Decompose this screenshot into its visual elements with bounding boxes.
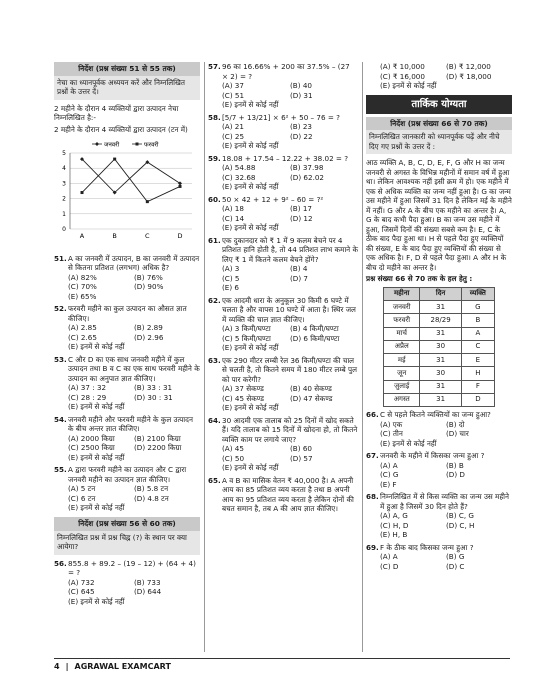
legend-label-feb: फरवरी xyxy=(144,141,159,149)
table-cell: जुलाई xyxy=(384,380,420,393)
question-66 xyxy=(366,410,512,448)
option[interactable]: (A) 2.85 xyxy=(68,323,97,333)
column-divider xyxy=(362,62,363,652)
option[interactable]: (B) 37.98 xyxy=(290,163,324,172)
options xyxy=(208,264,358,293)
table-cell: अप्रैल xyxy=(384,340,420,353)
text: 67. xyxy=(366,451,379,461)
question-59 xyxy=(208,154,358,192)
question-52 xyxy=(54,304,200,352)
table-cell: B xyxy=(461,314,494,327)
option[interactable]: (A) 732 xyxy=(68,577,95,587)
option[interactable]: (E) इनमें से कोई नहीं xyxy=(222,223,279,232)
section-header-2: निर्देश (प्रश्न संख्या 56 से 60 तक) xyxy=(54,517,200,531)
option[interactable]: (D) 6 किमी/घण्टा xyxy=(290,333,340,343)
option[interactable]: (D) 30 : 31 xyxy=(134,392,173,402)
option[interactable]: (E) इनमें से कोई नहीं xyxy=(222,182,279,191)
text: 68. xyxy=(366,492,379,502)
option[interactable]: (A) 54.88 xyxy=(222,163,256,172)
option[interactable]: (B) 23 xyxy=(290,122,312,131)
x-tick-label: C xyxy=(145,232,150,241)
page-footer xyxy=(54,658,510,673)
table-cell: 31 xyxy=(420,393,461,406)
legend-marker-jan xyxy=(95,142,99,146)
option[interactable]: (D) 4.8 टन xyxy=(134,493,169,503)
text: 56. xyxy=(54,558,67,568)
text: 60. xyxy=(208,194,221,204)
page-number: 4 xyxy=(54,662,60,671)
option[interactable]: (C) 70% xyxy=(68,282,97,292)
option[interactable]: (A) ₹ 10,000 xyxy=(380,62,425,71)
option[interactable]: (B) 76% xyxy=(134,272,163,282)
question-67 xyxy=(366,451,512,489)
option[interactable]: (A) A xyxy=(380,552,398,562)
table-cell: जून xyxy=(384,367,420,380)
options xyxy=(54,434,200,463)
section-intro: नेचा का ध्यानपूर्वक अध्ययन करें और निम्नलिखित प्रश्नों के उत्तर दें। xyxy=(54,76,200,100)
text: एक 290 मीटर लम्बी रेल 36 किमी/घण्टा की चाल से चलती है, तो कितने समय में 180 मीटर लम्बे पुल को पार करेगी? xyxy=(222,355,357,384)
table-cell: D xyxy=(461,393,494,406)
text: 30 आदमी एक तालाब को 25 दिनों में खोद सकते हैं। यदि तालाब को 15 दिनों में खोदना हो, तो कितने व्यक्ति काम पर लगाये जाए? xyxy=(222,415,358,444)
options xyxy=(366,461,512,490)
option[interactable]: (A) 37 xyxy=(222,81,244,90)
y-tick-label: 4 xyxy=(62,165,66,173)
text: जनवरी के महीने में किसका जन्म हुआ ? xyxy=(380,451,485,461)
text: 63. xyxy=(208,355,221,365)
table-cell: जनवरी xyxy=(384,301,420,314)
option[interactable]: (E) इनमें से कोई नहीं xyxy=(380,438,437,448)
option[interactable]: (B) G xyxy=(446,552,465,562)
data-point-feb xyxy=(113,158,116,161)
option[interactable]: (D) ₹ 18,000 xyxy=(446,71,492,81)
option[interactable]: (A) 37 : 32 xyxy=(68,383,107,393)
table-cell: A xyxy=(461,327,494,340)
text: एक आदमी धारा के अनुकूल 30 किमी 6 घण्टे में चलता है और वापस 10 घण्टे में आता है। स्थिर जल में व्यक्ति की चाल ज्ञात कीजिए। xyxy=(222,295,356,324)
option[interactable]: (D) C, H xyxy=(446,520,475,530)
options xyxy=(208,444,358,473)
option[interactable]: (E) इनमें से कोई नहीं xyxy=(222,403,279,412)
option[interactable]: (E) 6 xyxy=(222,283,240,292)
option[interactable]: (B) 60 xyxy=(290,444,312,453)
table-row xyxy=(384,314,495,327)
table-cell: मई xyxy=(384,354,420,367)
option[interactable]: (A) 37 सेकण्ड xyxy=(222,384,264,393)
text: 64. xyxy=(208,415,221,425)
option[interactable]: (C) 50 xyxy=(222,453,245,463)
option[interactable]: (D) 31 xyxy=(290,90,313,100)
option[interactable]: (B) 2.89 xyxy=(134,323,163,333)
option[interactable]: (B) 40 सेकण्ड xyxy=(290,384,332,393)
text: 53. xyxy=(54,354,67,364)
option[interactable]: (D) 90% xyxy=(134,282,164,292)
table-cell: 30 xyxy=(420,340,461,353)
text: 96 का 16.66% + 200 का 37.5% – (27 × 2) = ? xyxy=(222,62,350,81)
table-cell: 31 xyxy=(420,301,461,314)
column-divider xyxy=(204,62,205,652)
text: 18.08 + 17.54 – 12.22 + 38.02 = ? xyxy=(222,153,349,163)
option[interactable]: (C) D xyxy=(380,561,399,571)
data-point-feb xyxy=(146,200,149,203)
table-cell: फरवरी xyxy=(384,314,420,327)
y-tick-label: 2 xyxy=(62,195,66,203)
footer-separator: | xyxy=(65,662,69,671)
text: 51. xyxy=(54,253,67,263)
option[interactable]: (A) 82% xyxy=(68,272,97,282)
option[interactable]: (C) 25 xyxy=(222,131,245,141)
table-cell: G xyxy=(461,301,494,314)
brand-logo: AGRAWAL EXAMCART xyxy=(74,662,171,671)
option[interactable]: (C) 45 सेकण्ड xyxy=(222,393,264,403)
question-69 xyxy=(366,543,512,572)
option[interactable]: (E) इनमें से कोई नहीं xyxy=(222,343,279,352)
option[interactable]: (B) 2100 किग्रा xyxy=(134,433,181,443)
text: [5/7 + 13/21] × 6² + 50 – 76 = ? xyxy=(222,112,340,122)
line-chart xyxy=(54,139,200,244)
option[interactable]: (C) 2.65 xyxy=(68,332,97,342)
question-page xyxy=(54,62,510,652)
question-68 xyxy=(366,492,512,540)
option[interactable]: (E) इनमें से कोई नहीं xyxy=(68,452,125,462)
text: निम्नलिखित में से किस व्यक्ति का जन्म उस महीने में हुआ है जिसमें 30 दिन होते हैं? xyxy=(380,492,510,511)
option[interactable]: (C) 6 टन xyxy=(68,493,96,503)
y-tick-label: 5 xyxy=(62,150,66,158)
table-caption: प्रश्न संख्या 66 से 70 तक के हल हेतु : xyxy=(366,274,473,284)
legend-marker-feb xyxy=(136,143,139,146)
option[interactable]: (A) एक xyxy=(380,419,403,429)
paragraph: 2 महीने के दौरान 4 व्यक्तियों द्वारा उत्पादन नेचा निम्नलिखित है:- xyxy=(54,103,179,123)
series-line-feb xyxy=(82,159,180,202)
section-intro-3: निम्नलिखित जानकारी को ध्यानपूर्वक पढ़ें और नीचे दिए गए प्रश्नों के उत्तर दें : xyxy=(366,130,512,154)
legend-label-jan: जनवरी xyxy=(104,141,120,149)
option[interactable]: (D) 2.96 xyxy=(134,332,164,342)
option[interactable]: (B) 5.8 टन xyxy=(134,484,169,494)
text: 58. xyxy=(208,112,221,122)
text: A का जनवरी में उत्पादन, B का जनवरी में उत्पादन से कितना प्रतिशत (लगभग) अधिक है? xyxy=(68,253,200,273)
option[interactable]: (D) 62.02 xyxy=(290,172,325,182)
option[interactable]: (E) इनमें से कोई नहीं xyxy=(68,503,125,513)
option[interactable]: (E) इनमें से कोई नहीं xyxy=(68,402,125,412)
options xyxy=(54,273,200,302)
option[interactable]: (D) C xyxy=(446,561,465,571)
option[interactable]: (B) ₹ 12,000 xyxy=(446,62,491,71)
option[interactable]: (A) 3 xyxy=(222,264,240,273)
table-row xyxy=(384,327,495,340)
option[interactable]: (A) 45 xyxy=(222,444,244,453)
text: 65. xyxy=(208,475,221,485)
text: 62. xyxy=(208,295,221,305)
option[interactable]: (E) F xyxy=(380,479,397,489)
puzzle-paragraph: आठ व्यक्ति A, B, C, D, E, F, G और H का जन्म जनवरी से अगस्त के विभिन्न महीनों में समान वर्ष में हुआ था। लेकिन आवश्यक नहीं इसी क्रम में हो। एक महीने में एक से अधिक व्यक्ति का जन्म नहीं हुआ है। G का जन्म उस महीने में हुआ जिसमें 31 दिन है लेकिन मई के महीने में नहीं। G और A के बीच एक महीने का अन्तर है। A, G के बाद कभी पैदा हुआ। B का जन्म उस महीने में हुआ, जिसमें दिनों की संख्या सबसे कम है। E, C के ठीक बाद पैदा हुआ था। H से पहले पैदा हुए व्यक्तियों की संख्या, E के बाद पैदा हुए व्यक्तियों की संख्या से एक अधिक है। F, D से पहले पैदा हुआ। A और H के बीच दो महीने का अन्तर है। xyxy=(366,158,512,272)
option[interactable]: (C) H, D xyxy=(380,520,409,530)
x-tick-label: D xyxy=(177,232,183,241)
options xyxy=(54,578,200,607)
option[interactable]: (B) 40 xyxy=(290,81,312,90)
section-header: निर्देश (प्रश्न संख्या 51 से 55 तक) xyxy=(54,62,200,76)
option[interactable]: (C) G xyxy=(380,470,399,480)
table-row xyxy=(384,354,495,367)
table-cell: 30 xyxy=(420,367,461,380)
text: एक दुकानदार को ₹ 1 में 9 कलम बेचने पर 4 प्रतिशत हानि होती है, तो 44 प्रतिशत लाभ कमाने के लिए ₹ 1 में कितने कलम बेचने होंगे? xyxy=(222,235,358,264)
table-row xyxy=(384,380,495,393)
table-cell: 31 xyxy=(420,327,461,340)
option[interactable]: (E) इनमें से कोई नहीं xyxy=(222,100,279,109)
option[interactable]: (C) 5 xyxy=(222,273,240,283)
question-63 xyxy=(208,356,358,413)
options xyxy=(208,81,358,110)
table-cell: 28/29 xyxy=(420,314,461,327)
option[interactable]: (D) 12 xyxy=(290,213,313,223)
text: A व B का मासिक वेतन ₹ 40,000 है। A अपनी आय का 85 प्रतिशत व्यय करता है तथा B अपनी आय का 95 प्रतिशत व्यय करता है लेकिन दोनों की बचत समान है, तब A की आय ज्ञात कीजिए। xyxy=(222,475,354,513)
options xyxy=(208,163,358,192)
text: 69. xyxy=(366,542,379,552)
options xyxy=(54,383,200,412)
text: 59. xyxy=(208,153,221,163)
table-row xyxy=(384,340,495,353)
option[interactable]: (C) 32.68 xyxy=(222,172,256,182)
option[interactable]: (C) तीन xyxy=(380,429,403,439)
option[interactable]: (A) 18 xyxy=(222,204,244,213)
text: C और D का एक साथ जनवरी महीने में कुल उत्पादन तथा B व C का एक साथ फरवरी महीने के उत्पादन का अनुपात ज्ञात कीजिए। xyxy=(68,354,200,383)
text: फरवरी महीने का कुल उत्पादन का औसत ज्ञात कीजिए। xyxy=(68,304,187,323)
option[interactable]: (A) 5 टन xyxy=(68,484,96,494)
section-intro-2: निम्नलिखित प्रश्न में प्रश्न चिह्न (?) के स्थान पर क्या आयेगा? xyxy=(54,531,200,555)
options xyxy=(366,511,512,540)
text: 50 × 42 + 12 + 9² – 60 = ?² xyxy=(222,194,324,204)
chart-legend xyxy=(92,141,159,149)
table-cell: मार्च xyxy=(384,327,420,340)
question-56 xyxy=(54,559,200,607)
text: 57. xyxy=(208,62,221,71)
option[interactable]: (C) 51 xyxy=(222,90,245,100)
option[interactable]: (D) 47 सेकण्ड xyxy=(290,393,333,403)
option[interactable]: (E) इनमें से कोई नहीं xyxy=(380,81,437,90)
option[interactable]: (E) इनमें से कोई नहीं xyxy=(68,596,125,606)
table-cell: 31 xyxy=(420,380,461,393)
text: 61. xyxy=(208,235,221,245)
table-cell: 31 xyxy=(420,354,461,367)
column-3 xyxy=(366,62,512,571)
option[interactable]: (E) इनमें से कोई नहीं xyxy=(222,141,279,150)
option[interactable]: (A) 21 xyxy=(222,122,244,131)
option[interactable]: (A) 3 किमी/घण्टा xyxy=(222,324,271,333)
column-2 xyxy=(208,62,358,514)
option[interactable]: (B) 17 xyxy=(290,204,312,213)
text: C से पहले कितने व्यक्तियों का जन्म हुआ? xyxy=(380,410,491,420)
question-64 xyxy=(208,416,358,473)
option[interactable]: (B) C, G xyxy=(446,511,474,521)
option[interactable]: (B) दो xyxy=(446,419,465,429)
question-62 xyxy=(208,296,358,353)
text: A द्वारा फरवरी महीने का उत्पादन और C द्वारा जनवरी महीने का उत्पादन ज्ञात कीजिए। xyxy=(68,465,187,484)
option[interactable]: (C) ₹ 16,000 xyxy=(380,71,425,81)
options xyxy=(208,384,358,413)
option[interactable]: (B) 733 xyxy=(134,577,161,587)
question-51 xyxy=(54,254,200,302)
option[interactable]: (A) 2000 किग्रा xyxy=(68,433,115,443)
text: 55. xyxy=(54,465,67,475)
table-header-cell: दिन xyxy=(420,287,461,300)
data-point-feb xyxy=(81,191,84,194)
table-cell: C xyxy=(461,340,494,353)
option[interactable]: (D) चार xyxy=(446,429,469,439)
option[interactable]: (E) 65% xyxy=(68,291,97,301)
y-tick-label: 1 xyxy=(62,211,66,219)
text: F के ठीक बाद किसका जन्म हुआ ? xyxy=(380,542,474,552)
y-tick-label: 0 xyxy=(62,226,66,234)
options xyxy=(54,484,200,513)
option[interactable]: (B) 4 किमी/घण्टा xyxy=(290,324,339,333)
question-61 xyxy=(208,236,358,293)
option[interactable]: (E) इनमें से कोई नहीं xyxy=(68,342,125,352)
options xyxy=(366,552,512,571)
table-cell: E xyxy=(461,354,494,367)
table-header-cell: महीना xyxy=(384,287,420,300)
table-cell: अगस्त xyxy=(384,393,420,406)
option[interactable]: (D) 2200 किग्रा xyxy=(134,443,182,453)
data-point-feb xyxy=(179,185,182,188)
table-cell: H xyxy=(461,367,494,380)
option[interactable]: (B) 33 : 31 xyxy=(134,383,173,393)
options xyxy=(208,204,358,233)
text: 855.8 + 89.2 – (19 – 12) + (64 + 4) = ? xyxy=(68,558,196,578)
text: 54. xyxy=(54,414,67,424)
option[interactable]: (D) 22 xyxy=(290,131,313,141)
option[interactable]: (C) 2500 किग्रा xyxy=(68,443,115,453)
option[interactable]: (A) A xyxy=(380,460,398,470)
question-57 xyxy=(208,62,358,110)
option[interactable]: (C) 645 xyxy=(68,587,95,597)
options xyxy=(366,420,512,449)
table-row xyxy=(384,301,495,314)
option[interactable]: (E) H, B xyxy=(380,530,408,540)
question-60 xyxy=(208,195,358,233)
section-header-3: निर्देश (प्रश्न संख्या 66 से 70 तक) xyxy=(366,117,512,131)
solution-table xyxy=(383,287,495,407)
x-tick-label: B xyxy=(112,232,117,241)
text: 66. xyxy=(366,410,379,420)
question-54 xyxy=(54,415,200,463)
series-line-jan xyxy=(82,159,180,192)
question-65 xyxy=(208,476,358,514)
option[interactable]: (D) 7 xyxy=(290,273,309,283)
option[interactable]: (C) 28 : 29 xyxy=(68,392,107,402)
option[interactable]: (D) 57 xyxy=(290,453,313,463)
paragraph: 2 महीने के दौरान 4 व्यक्तियों द्वारा उत्पादन (टन में) xyxy=(54,124,188,134)
option[interactable]: (C) 5 किमी/घण्टा xyxy=(222,333,271,343)
question-55 xyxy=(54,465,200,513)
question-53 xyxy=(54,355,200,412)
options xyxy=(208,324,358,353)
options xyxy=(208,122,358,151)
text: 52. xyxy=(54,304,67,314)
option[interactable]: (C) 14 xyxy=(222,213,245,223)
column-1 xyxy=(54,62,200,606)
question-65-options xyxy=(366,62,512,91)
option[interactable]: (D) 644 xyxy=(134,587,162,597)
option[interactable]: (B) B xyxy=(446,460,464,470)
text: जनवरी महीने और फरवरी महीने के कुल उत्पादन के बीच अन्तर ज्ञात कीजिए। xyxy=(68,414,193,434)
option[interactable]: (D) D xyxy=(446,470,465,480)
option[interactable]: (A) A, G xyxy=(380,511,408,521)
y-tick-label: 3 xyxy=(62,180,66,188)
table-header-cell: व्यक्ति xyxy=(461,287,494,300)
x-tick-label: A xyxy=(79,232,85,241)
table-cell: F xyxy=(461,380,494,393)
table-row xyxy=(384,367,495,380)
section-title: तार्किक योग्यता xyxy=(366,95,512,114)
option[interactable]: (E) इनमें से कोई नहीं xyxy=(222,463,279,472)
question-58 xyxy=(208,113,358,151)
table-row xyxy=(384,393,495,406)
option[interactable]: (B) 4 xyxy=(290,264,308,273)
options xyxy=(54,323,200,352)
